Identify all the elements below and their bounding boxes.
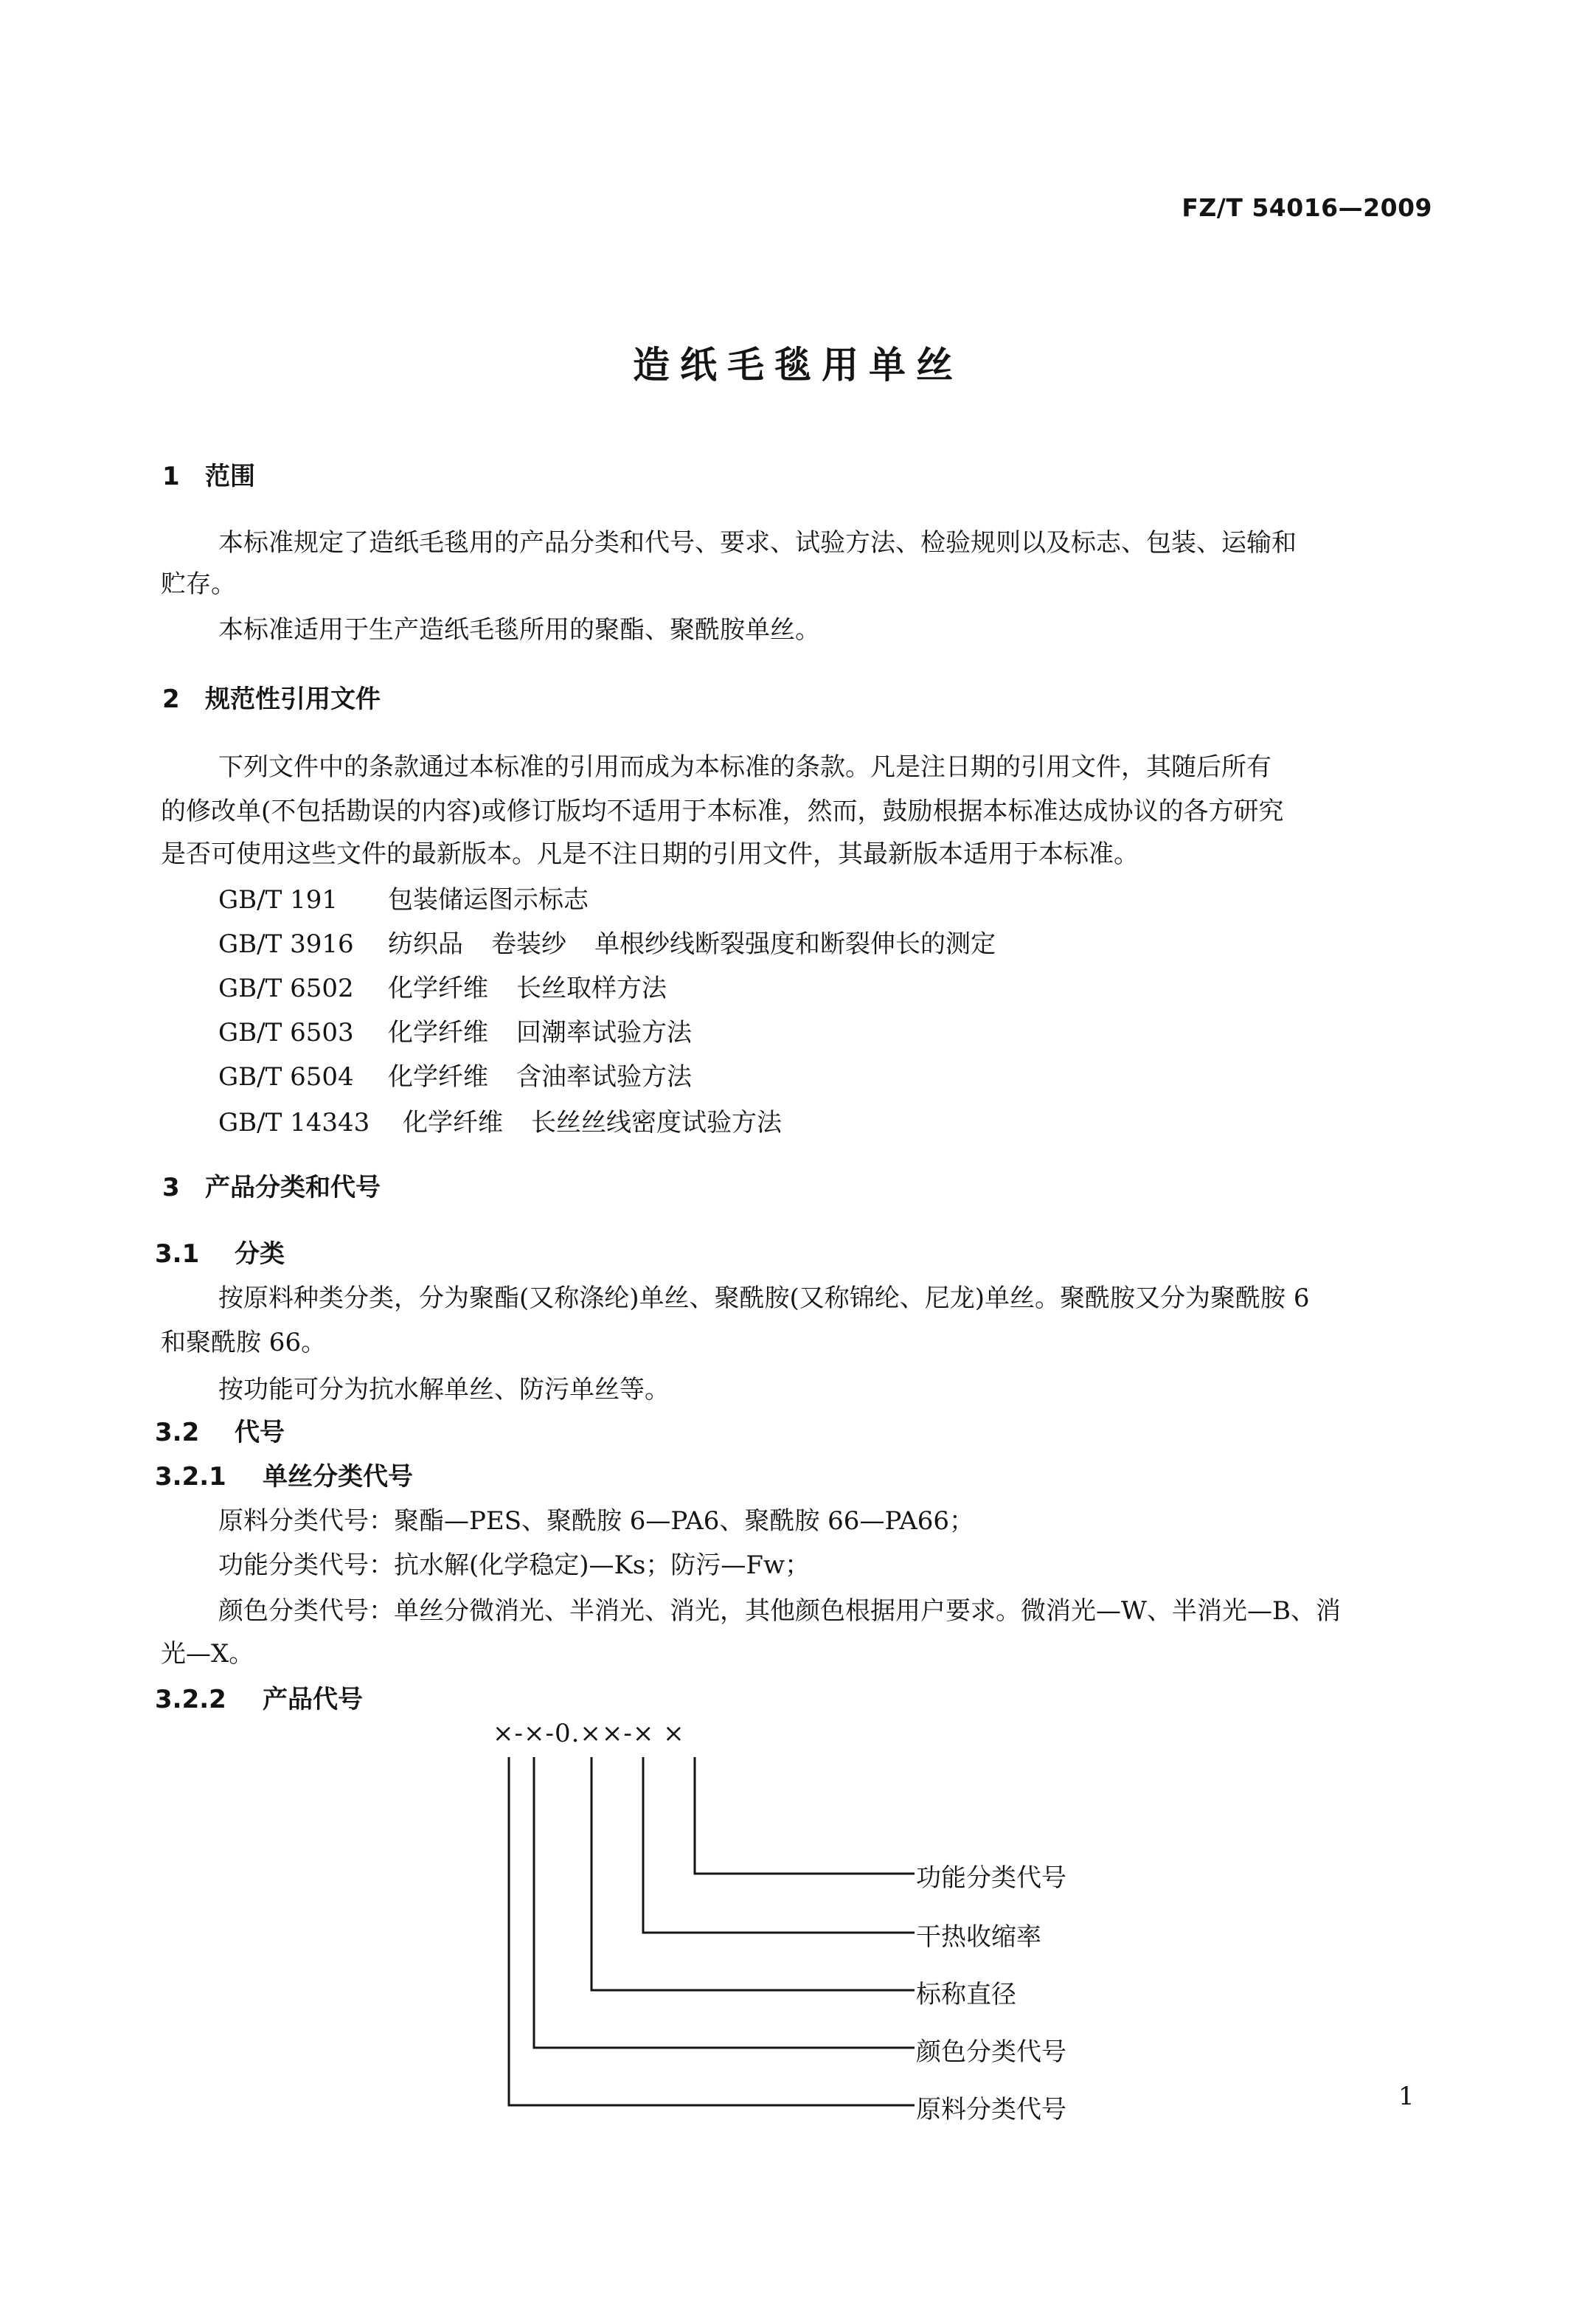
reference-title: 化学纤维 <box>388 974 488 1003</box>
reference-item <box>218 924 1024 960</box>
reference-item <box>218 879 617 915</box>
subsection-number: 3.2.1 <box>155 1462 226 1492</box>
reference-title: 卷装纱 <box>491 929 566 959</box>
leader-line <box>643 1757 915 1933</box>
code-definition-line: 功能分类代号：抗水解(化学稳定)—Ks；防污—Fw； <box>218 1551 811 1580</box>
subsection-3-1-heading <box>155 1233 285 1269</box>
reference-title: 回潮率试验方法 <box>516 1018 692 1047</box>
paragraph: 本标准规定了造纸毛毯用的产品分类和代号、要求、试验方法、检验规则以及标志、包装、运输和 <box>218 528 1297 558</box>
subsection-title: 分类 <box>235 1239 285 1269</box>
subsection-3-2-1-heading <box>155 1456 413 1492</box>
diagram-label: 功能分类代号 <box>916 1863 1066 1893</box>
reference-title: 单根纱线断裂强度和断裂伸长的测定 <box>594 929 996 959</box>
section-1-heading <box>162 456 255 492</box>
subsection-title: 代号 <box>235 1418 285 1447</box>
subsection-number: 3.2 <box>155 1418 200 1447</box>
leader-line <box>509 1757 915 2105</box>
diagram-label: 标称直径 <box>916 1980 1016 2009</box>
section-title: 规范性引用文件 <box>205 685 381 714</box>
paragraph-continuation: 和聚酰胺 66。 <box>161 1328 327 1357</box>
subsection-3-2-2-heading <box>155 1679 363 1715</box>
reference-code: GB/T 14343 <box>218 1108 370 1137</box>
reference-title: 纺织品 <box>388 929 463 959</box>
reference-item <box>218 1012 720 1048</box>
section-3-heading <box>162 1167 381 1203</box>
subsection-3-2-heading <box>155 1412 285 1448</box>
reference-code: GB/T 191 <box>218 885 338 915</box>
paragraph: 按原料种类分类，分为聚酯(又称涤纶)单丝、聚酰胺(又称锦纶、尼龙)单丝。聚酰胺又分为聚酰胺 6 <box>218 1284 1310 1313</box>
reference-item <box>218 1056 720 1092</box>
reference-title: 长丝取样方法 <box>516 974 667 1003</box>
paragraph: 本标准适用于生产造纸毛毯所用的聚酯、聚酰胺单丝。 <box>218 615 820 645</box>
reference-item <box>218 968 695 1004</box>
paragraph: 下列文件中的条款通过本标准的引用而成为本标准的条款。凡是注日期的引用文件，其随后所有 <box>218 752 1271 782</box>
reference-code: GB/T 6504 <box>218 1062 354 1092</box>
reference-item <box>218 1102 810 1138</box>
section-number: 3 <box>162 1173 180 1202</box>
reference-title: 包装储运图示标志 <box>388 885 589 915</box>
subsection-title: 产品代号 <box>263 1685 363 1714</box>
subsection-number: 3.1 <box>155 1239 200 1269</box>
diagram-label: 颜色分类代号 <box>916 2037 1066 2067</box>
document-title: 造纸毛毯用单丝 <box>633 344 963 387</box>
diagram-label: 原料分类代号 <box>916 2095 1066 2124</box>
standard-code: FZ/T 54016—2009 <box>1182 193 1432 222</box>
section-number: 2 <box>162 685 180 714</box>
section-2-heading <box>162 679 381 715</box>
subsection-number: 3.2.2 <box>155 1685 226 1714</box>
section-title: 产品分类和代号 <box>205 1173 381 1202</box>
paragraph-continuation: 贮存。 <box>161 569 236 599</box>
product-code-diagram <box>479 1719 922 2132</box>
paragraph: 按功能可分为抗水解单丝、防污单丝等。 <box>218 1375 670 1404</box>
leader-line <box>695 1757 915 1874</box>
diagram-label: 干热收缩率 <box>916 1922 1041 1952</box>
code-definition-line: 原料分类代号：聚酯—PES、聚酰胺 6—PA6、聚酰胺 66—PA66； <box>218 1506 975 1536</box>
reference-code: GB/T 6502 <box>218 974 354 1003</box>
reference-title: 化学纤维 <box>388 1062 488 1092</box>
reference-title: 化学纤维 <box>388 1018 488 1047</box>
reference-title: 含油率试验方法 <box>516 1062 692 1092</box>
reference-title: 长丝丝线密度试验方法 <box>531 1108 782 1137</box>
reference-code: GB/T 3916 <box>218 929 354 959</box>
code-definition-line: 颜色分类代号：单丝分微消光、半消光、消光，其他颜色根据用户要求。微消光—W、半消光—B、消 <box>218 1596 1341 1626</box>
subsection-title: 单丝分类代号 <box>263 1462 413 1492</box>
reference-title: 化学纤维 <box>403 1108 503 1137</box>
paragraph-continuation: 的修改单(不包括勘误的内容)或修订版均不适用于本标准，然而，鼓励根据本标准达成协议的各方研究 <box>161 797 1284 826</box>
paragraph-continuation: 光—X。 <box>161 1639 254 1669</box>
paragraph-continuation: 是否可使用这些文件的最新版本。凡是不注日期的引用文件，其最新版本适用于本标准。 <box>161 839 1139 869</box>
product-code-pattern: ×-×-0.××-× × <box>493 1719 685 1748</box>
reference-code: GB/T 6503 <box>218 1018 354 1047</box>
section-title: 范围 <box>205 462 255 491</box>
page-number: 1 <box>1398 2082 1415 2111</box>
section-number: 1 <box>162 462 180 491</box>
